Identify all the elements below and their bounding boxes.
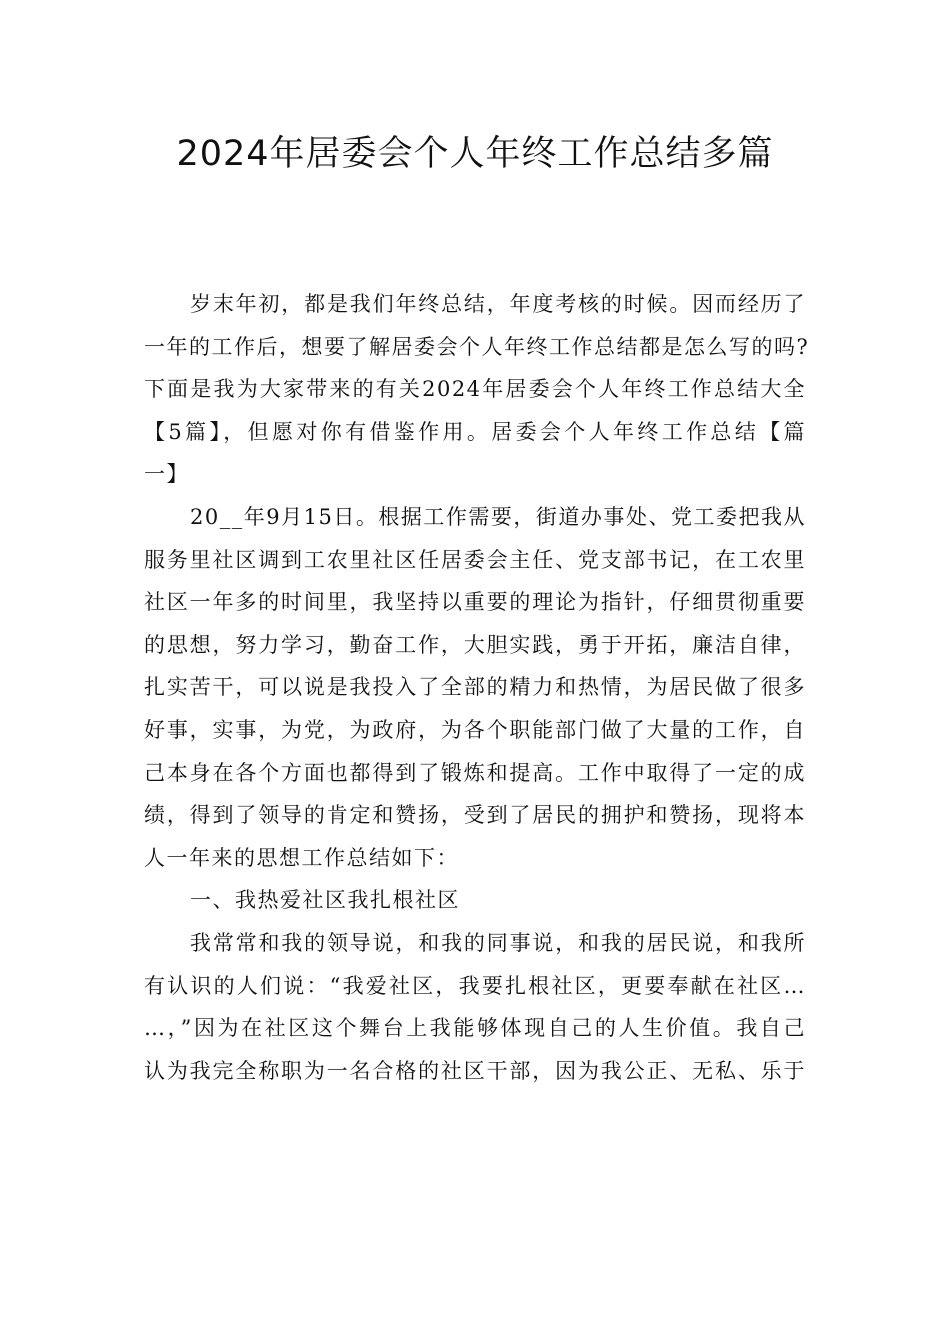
paragraph-2-line-2: 服务里社区调到工农里社区任居委会主任、党支部书记，在工农里: [144, 547, 806, 572]
paragraph-2-line-7: 己本身在各个方面也都得到了锻炼和提高。工作中取得了一定的成: [144, 760, 806, 785]
paragraph-2-line-8: 绩，得到了领导的肯定和赞扬，受到了居民的拥护和赞扬，现将本: [144, 803, 806, 828]
paragraph-1-line-5: 一】: [144, 462, 189, 487]
document-body: [144, 283, 810, 1092]
paragraph-2-line-4: 的思想，努力学习，勤奋工作，大胆实践，勇于开拓，廉洁自律，: [144, 632, 806, 657]
section-heading: 一、我热爱社区我扎根社区: [190, 888, 460, 913]
document-title: 2024年居委会个人年终工作总结多篇: [176, 134, 774, 174]
paragraph-2-line-5: 扎实苦干，可以说是我投入了全部的精力和热情，为居民做了很多: [144, 675, 806, 700]
paragraph-1-line-1: 岁末年初，都是我们年终总结，年度考核的时候。因而经历了: [190, 292, 806, 316]
paragraph-1-line-2: 一年的工作后，想要了解居委会个人年终工作总结都是怎么写的吗?: [144, 334, 810, 359]
paragraph-1-line-4: 【5篇】，但愿对你有借鉴作用。居委会个人年终工作总结【篇: [144, 419, 806, 444]
paragraph-3-line-4: 认为我完全称职为一名合格的社区干部，因为我公正、无私、乐于: [144, 1058, 806, 1083]
paragraph-1-line-3: 下面是我为大家带来的有关2024年居委会个人年终工作总结大全: [144, 377, 806, 402]
paragraph-2-line-1: 20__年9月15日。根据工作需要，街道办事处、党工委把我从: [190, 504, 806, 529]
paragraph-2-line-6: 好事，实事，为党，为政府，为各个职能部门做了大量的工作，自: [144, 717, 806, 742]
paragraph-3-line-3: …，”因为在社区这个舞台上我能够体现自己的人生价值。我自己: [144, 1016, 806, 1041]
paragraph-3-line-1: 我常常和我的领导说，和我的同事说，和我的居民说，和我所: [190, 930, 806, 955]
paragraph-3-line-2: 有认识的人们说：“我爱社区，我要扎根社区，更要奉献在社区…: [144, 973, 806, 998]
paragraph-2-line-3: 社区一年多的时间里，我坚持以重要的理论为指针，仔细贯彻重要: [144, 590, 806, 615]
paragraph-2-line-9: 人一年来的思想工作总结如下：: [144, 845, 459, 870]
